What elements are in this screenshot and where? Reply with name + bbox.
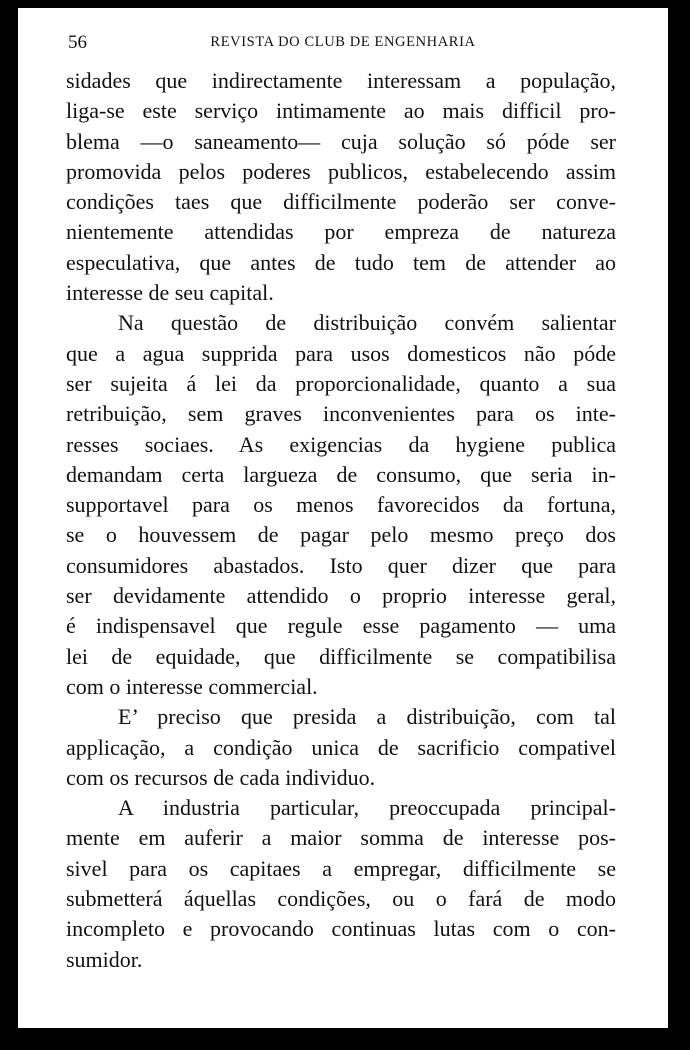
paragraph-1 xyxy=(66,66,616,308)
text-line: com o interesse commercial. xyxy=(66,673,318,699)
text-line: se o houvessem de pagar pelo mesmo preço dos xyxy=(66,522,616,548)
text-line: retribuição, sem graves inconvenientes para os inte- xyxy=(66,401,616,427)
text-line: que a agua supprida para usos domesticos não póde xyxy=(66,340,616,366)
text-line: consumidores abastados. Isto quer dizer que para xyxy=(66,552,616,578)
text-line: liga-se este serviço intimamente ao mais difficil pro- xyxy=(66,98,616,124)
text-line: sidades que indirectamente interessam a população, xyxy=(66,68,616,93)
paragraph-2 xyxy=(66,308,616,702)
text-line: A industria particular, preoccupada principal- xyxy=(118,795,616,821)
paragraph-4 xyxy=(66,793,616,975)
text-line: applicação, a condição unica de sacrificio compativel xyxy=(66,734,616,760)
text-line: resses sociaes. As exigencias da hygiene publica xyxy=(66,431,616,457)
page-number: 56 xyxy=(68,32,87,53)
text-line: é indispensavel que regule esse pagamento — uma xyxy=(66,613,616,639)
text-line: demandam certa largueza de consumo, que seria in- xyxy=(66,461,616,487)
text-line: E’ preciso que presida a distribuição, com tal xyxy=(118,704,616,730)
text-line: lei de equidade, que difficilmente se compatibilisa xyxy=(66,643,616,669)
text-line: incompleto e provocando continuas lutas com o con- xyxy=(66,916,616,942)
book-page xyxy=(18,8,668,1028)
text-line: blema —o saneamento— cuja solução só póde ser xyxy=(66,128,616,154)
running-head xyxy=(18,32,668,52)
text-line: interesse de seu capital. xyxy=(66,280,274,306)
text-line: com os recursos de cada individuo. xyxy=(66,764,376,790)
text-line: condições taes que difficilmente poderão ser conve- xyxy=(66,189,616,215)
text-line: ser sujeita á lei da proporcionalidade, quanto a sua xyxy=(66,370,616,396)
text-line: submetterá áquellas condições, ou o fará de modo xyxy=(66,886,616,912)
text-line: sivel para os capitaes a empregar, difficilmente se xyxy=(66,855,616,881)
text-line: nientemente attendidas por empreza de natureza xyxy=(66,219,616,245)
text-line: promovida pelos poderes publicos, estabelecendo assim xyxy=(66,158,616,184)
body-text xyxy=(66,66,616,975)
text-line: Na questão de distribuição convém salientar xyxy=(118,310,616,336)
text-line: mente em auferir a maior somma de interesse pos- xyxy=(66,825,616,851)
text-line: especulativa, que antes de tudo tem de attender ao xyxy=(66,249,616,275)
journal-title: REVISTA DO CLUB DE ENGENHARIA xyxy=(210,34,476,50)
text-line: ser devidamente attendido o proprio interesse geral, xyxy=(66,583,616,609)
paragraph-3 xyxy=(66,702,616,793)
text-line: sumidor. xyxy=(66,946,143,972)
text-line: supportavel para os menos favorecidos da fortuna, xyxy=(66,492,616,518)
